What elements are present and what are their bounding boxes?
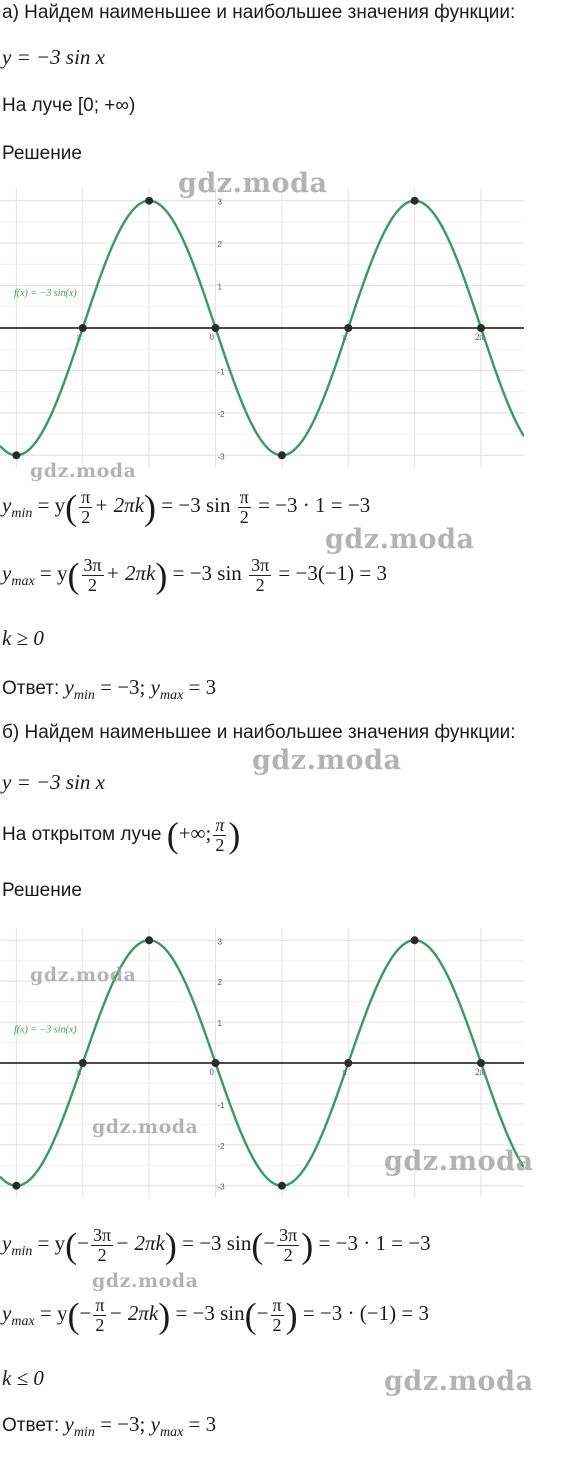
x-tick-label: 0 bbox=[209, 332, 215, 342]
y-tick-label: -3 bbox=[217, 1182, 225, 1192]
part-b-ymin-line: $y_{min} = y(-$ $\frac{3\pi}{2}$ − 2πk) = −3 sin(− $\frac{3\pi}{2}$ ) = −3 · 1 = −3 bbox=[2, 1225, 431, 1266]
part-a-ymax-line: $y_{max} = y$( $\frac{3\pi}{2}$ + 2πk) = −3 sin $\frac{3\pi}{2}$ = −3(−1) = 3 bbox=[2, 555, 388, 596]
marked-point bbox=[344, 1059, 352, 1067]
marked-point bbox=[477, 1059, 485, 1067]
marked-point bbox=[278, 451, 286, 459]
part-b-solution-label: Решение bbox=[2, 880, 82, 901]
y-tick-label: 3 bbox=[217, 937, 222, 947]
x-tick-label: π bbox=[76, 332, 82, 342]
part-b-k-condition: k ≤ 0 bbox=[2, 1366, 44, 1390]
part-b-function: y = −3 sin x bbox=[2, 770, 105, 794]
watermark: gdz.moda bbox=[384, 1146, 534, 1177]
watermark: gdz.moda bbox=[384, 1366, 534, 1397]
ymin-eq: = y bbox=[37, 493, 66, 518]
ymin-sub: min bbox=[11, 506, 33, 522]
watermark: gdz.moda bbox=[325, 524, 475, 555]
marked-point bbox=[411, 197, 419, 205]
y-tick-label: 1 bbox=[217, 1019, 222, 1029]
y-tick-label: -3 bbox=[217, 452, 225, 462]
ymin-y: y bbox=[2, 493, 12, 518]
marked-point bbox=[477, 324, 485, 332]
y-tick-label: 1 bbox=[217, 282, 222, 292]
y-tick-label: -2 bbox=[217, 1141, 225, 1151]
part-b-answer: Ответ: $y_{min} = -3$; $y_{max} = 3$ bbox=[2, 1412, 217, 1440]
marked-point bbox=[12, 1182, 20, 1190]
watermark: gdz.moda bbox=[30, 460, 137, 482]
marked-point bbox=[411, 936, 419, 944]
marked-point bbox=[12, 451, 20, 459]
part-a-solution-label: Решение bbox=[2, 143, 82, 164]
watermark: gdz.moda bbox=[92, 1270, 199, 1292]
part-a-answer: Ответ: $y_{min} = -3$; $y_{max} = 3$ bbox=[2, 675, 217, 703]
part-b-ymax-line: $y_{max} = y(-$ $\frac{\pi}{2}$ − 2πk) = −3 sin(− $\frac{\pi}{2}$ ) = −3 · (−1) = 3 bbox=[2, 1295, 429, 1336]
y-tick-label: -1 bbox=[217, 367, 225, 377]
marked-point bbox=[212, 324, 220, 332]
part-b-interval: На открытом луче (+∞; $\frac{\pi}{2}$ ) bbox=[2, 815, 241, 856]
y-tick-label: 3 bbox=[217, 197, 222, 207]
marked-point bbox=[79, 324, 87, 332]
y-tick-label: -1 bbox=[217, 1100, 225, 1110]
y-tick-label: 2 bbox=[217, 978, 222, 988]
marked-point bbox=[79, 1059, 87, 1067]
marked-point bbox=[212, 1059, 220, 1067]
part-a-heading: а) Найдем наименьшее и наибольшее значения функции: bbox=[2, 2, 516, 23]
x-tick-label: 2π bbox=[475, 1067, 485, 1077]
watermark: gdz.moda bbox=[30, 964, 137, 986]
part-a-interval: На луче [0; +∞) bbox=[2, 95, 136, 116]
marked-point bbox=[278, 1182, 286, 1190]
part-a-ymin-line: $y_{min} = y$( $\frac{\pi}{2}$ + 2πk) = −3 sin $\frac{\pi}{2}$ = −3 · 1 = −3 bbox=[2, 487, 371, 528]
x-tick-label: π bbox=[342, 332, 347, 342]
marked-point bbox=[145, 197, 153, 205]
x-tick-label: π bbox=[342, 1067, 347, 1077]
graph-a bbox=[0, 188, 524, 468]
function-label: f(x) = −3 sin(x) bbox=[14, 1024, 77, 1036]
watermark: gdz.moda bbox=[92, 1116, 199, 1138]
y-tick-label: -2 bbox=[217, 409, 225, 419]
y-tick-label: 2 bbox=[217, 240, 222, 250]
part-a-function: y = −3 sin x bbox=[2, 45, 105, 69]
function-label: f(x) = −3 sin(x) bbox=[14, 288, 77, 300]
part-b-heading: б) Найдем наименьшее и наибольшее значения функции: bbox=[2, 722, 516, 743]
watermark: gdz.moda bbox=[252, 745, 402, 776]
marked-point bbox=[145, 936, 153, 944]
x-tick-label: 2π bbox=[475, 332, 485, 342]
x-tick-label: 0 bbox=[209, 1067, 215, 1077]
x-tick-label: π bbox=[76, 1067, 82, 1077]
watermark: gdz.moda bbox=[178, 168, 328, 199]
part-a-k-condition: k ≥ 0 bbox=[2, 626, 44, 650]
marked-point bbox=[344, 324, 352, 332]
